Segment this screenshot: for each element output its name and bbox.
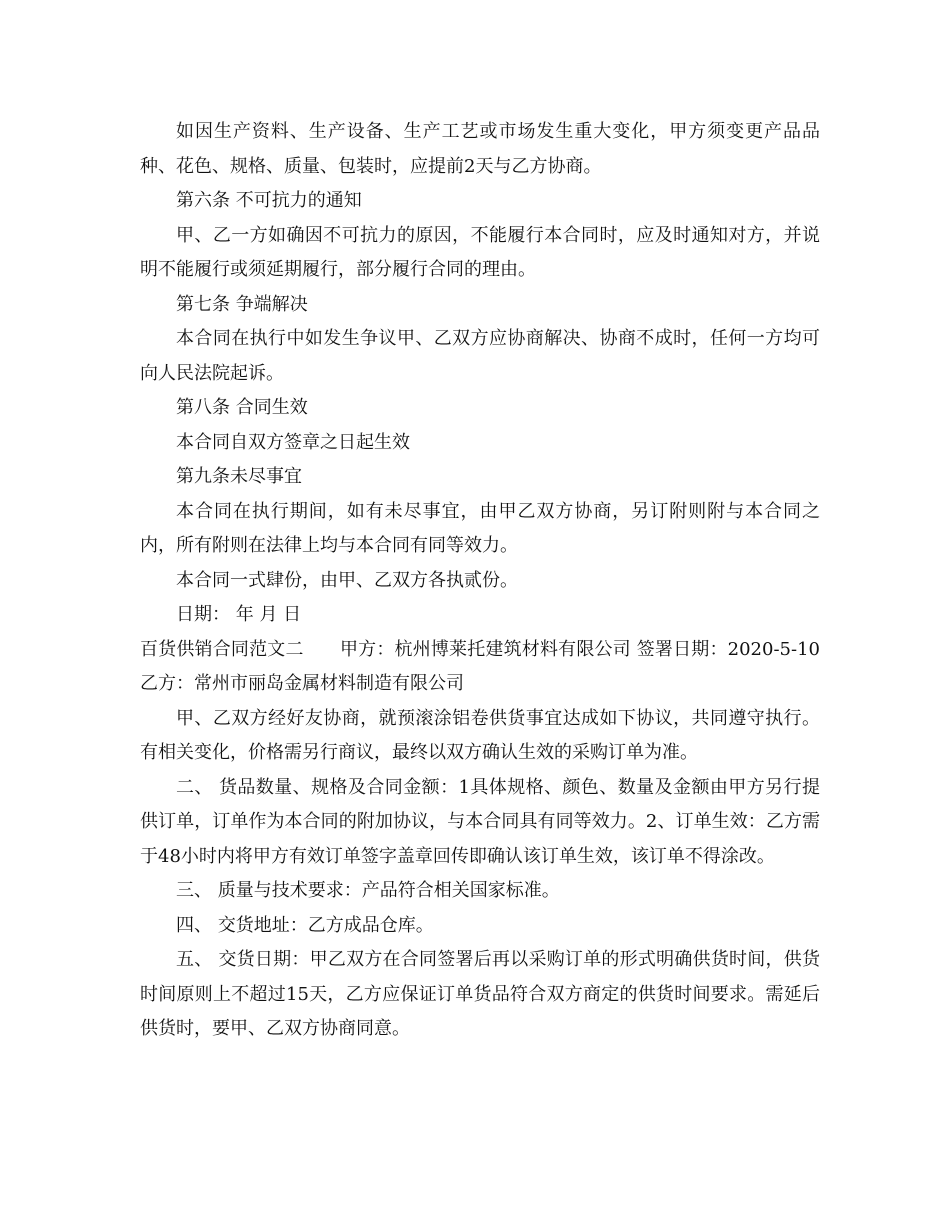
- paragraph-copies: 本合同一式肆份，由甲、乙双方各执贰份。: [176, 569, 518, 591]
- contract-two-header: 百货供销合同范文二 甲方：杭州博莱托建筑材料有限公司 签署日期：2020-5-10 乙方：常州市丽岛金属材料制造有限公司: [140, 638, 820, 694]
- paragraph-unresolved: 本合同在执行期间，如有未尽事宜，由甲乙双方协商，另订附则附与本合同之内，所有附则在法律上均与本合同有同等效力。: [140, 500, 820, 556]
- clause-delivery-date: 五、 交货日期：甲乙双方在合同签署后再以采购订单的形式明确供货时间，供货时间原则上不超过15天，乙方应保证订单货品符合双方商定的供货时间要求。需延后供货时，要甲、乙双方协商同意。: [140, 949, 820, 1039]
- heading-article-6: 第六条 不可抗力的通知: [176, 190, 362, 211]
- paragraph-dispute: 本合同在执行中如发生争议甲、乙双方应协商解决、协商不成时，任何一方均可向人民法院起诉。: [140, 328, 820, 384]
- heading-article-8: 第八条 合同生效: [176, 397, 308, 418]
- clause-delivery-address: 四、 交货地址：乙方成品仓库。: [176, 914, 434, 936]
- paragraph-effective: 本合同自双方签章之日起生效: [176, 431, 410, 453]
- clause-quantity-spec: 二、 货品数量、规格及合同金额：1具体规格、颜色、数量及金额由甲方另行提供订单，订单作为本合同的附加协议，与本合同具有同等效力。2、订单生效：乙方需于48小时内将甲方有效订单签字盖章回传即确认该订单生效，该订单不得涂改。: [140, 776, 820, 867]
- heading-article-9: 第九条未尽事宜: [176, 466, 302, 487]
- date-line: 日期： 年 月 日: [176, 604, 302, 625]
- paragraph-product-change: 如因生产资料、生产设备、生产工艺或市场发生重大变化，甲方须变更产品品种、花色、规格、质量、包装时，应提前2天与乙方协商。: [140, 121, 820, 177]
- document-body: [140, 115, 820, 1047]
- paragraph-agreement: 甲、乙双方经好友协商，就预滚涂铝卷供货事宜达成如下协议，共同遵守执行。有相关变化，价格需另行商议，最终以双方确认生效的采购订单为准。: [140, 707, 820, 763]
- clause-quality: 三、 质量与技术要求：产品符合相关国家标准。: [176, 880, 560, 901]
- paragraph-force-majeure: 甲、乙一方如确因不可抗力的原因，不能履行本合同时，应及时通知对方，并说明不能履行或须延期履行，部分履行合同的理由。: [140, 224, 820, 280]
- heading-article-7: 第七条 争端解决: [176, 293, 308, 315]
